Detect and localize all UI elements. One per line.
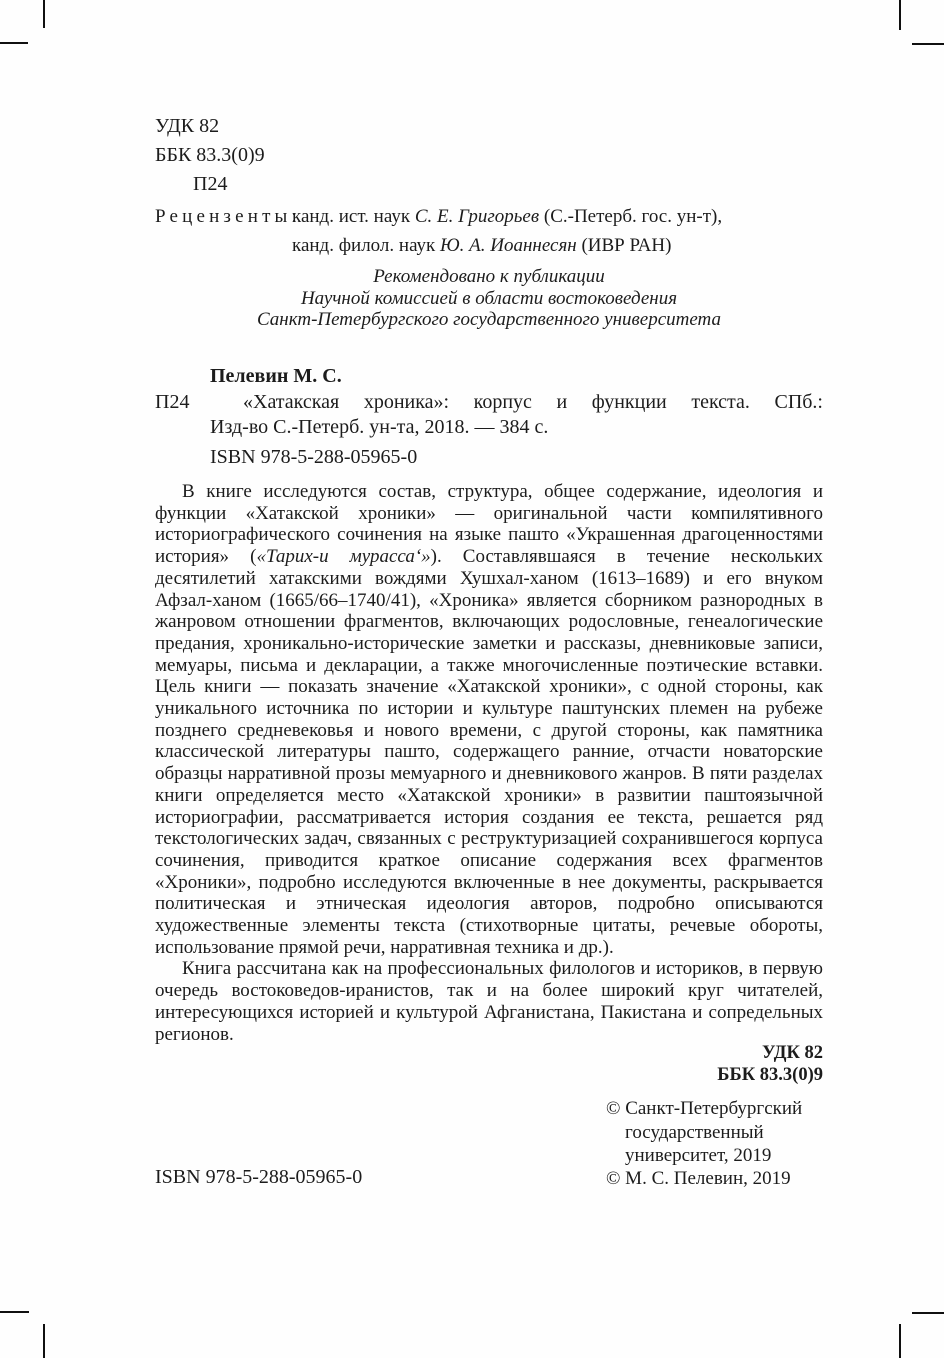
- crop-mark-top-right-horizontal: [912, 43, 944, 45]
- reviewer-degree: канд. филол. наук: [292, 234, 441, 256]
- crop-mark-top-left-vertical: [43, 0, 45, 28]
- copyright-university-line: [606, 1097, 802, 1121]
- reviewer-name: Ю. А. Иоаннесян: [440, 234, 577, 256]
- bbk-code: ББК 83.3(0)9: [155, 144, 265, 166]
- isbn-footer: ISBN 978-5-288-05965-0: [155, 1166, 363, 1188]
- catalog-author: Пелевин М. С.: [210, 365, 342, 387]
- catalog-entry: [155, 364, 823, 470]
- copyright-university: [606, 1097, 802, 1168]
- reviewer-degree: канд. ист. наук: [292, 206, 415, 227]
- crop-mark-bottom-left-vertical: [43, 1324, 45, 1358]
- annotation-block: [155, 481, 823, 1045]
- author-sign: П24: [193, 173, 228, 195]
- reviewer-line: [292, 203, 835, 232]
- crop-mark-top-right-vertical: [899, 0, 901, 30]
- copyright-university-line: государственный: [625, 1121, 764, 1143]
- work-title-transliteration: «Тарих-и мурасса‘»: [256, 546, 431, 568]
- footer-bbk-code: ББК 83.3(0)9: [717, 1064, 823, 1085]
- copyright-symbol: ©: [606, 1098, 621, 1119]
- annotation-text: ). Составлявшаяся в течение нескольких десятилетий хатакскими вождями Хушхал-ханом (1613–1689) и его внуком Афзал-ханом (1665/66–1740/41), «Хроника» является сборником разнородных в жанровом отношении фрагментов, включающих родословные, генеалогические предания, хроникально-исторические заметки и рассказы, дневниковые записи, мемуары, письма и декларации, а также многочисленные поэтические вставки. Цель книги — показать значение «Хатакской хроники», с одной стороны, как уникального источника по истории и культуре паштунских племен на рубеже позднего средневековья и нового времени, с другой стороны, как памятника классической литературы пашто, содержащего ранние, отчасти новаторские образцы нарративной прозы мемуарного и дневникового жанров. В пяти разделах книги определяется место «Хатакской хроники» в развитии паштоязычной историографии, рассматривается история создания ее текста, решается ряд текстологических задач, связанных с реструктуризацией сохранившегося корпуса сочинения, приводится краткое описание содержания всех фрагментов «Хроники», подробно исследуются включенные в нее документы, раскрывается политическая и этническая идеология авторов, подробно описываются художественные элементы текста (стихотворные цитаты, речевые обороты, использование прямой речи, нарративная техника и др.).: [155, 546, 823, 958]
- catalog-author-sign: П24: [155, 390, 190, 413]
- catalog-title-line: «Хатакская хроника»: корпус и функции текста. СПб.:: [243, 390, 823, 413]
- annotation-paragraph-1: [155, 481, 823, 958]
- recommendation-line: Научной комиссией в области востоковедения: [300, 287, 678, 309]
- reviewer-name: С. Е. Григорьев: [414, 206, 540, 227]
- crop-mark-top-left-horizontal: [0, 42, 28, 44]
- footer-udc-code: УДК 82: [762, 1043, 823, 1063]
- reviewers-block: [155, 203, 835, 260]
- reviewer-affiliation: (С.-Петерб. гос. ун-т),: [539, 206, 723, 227]
- footer-classification-codes: [155, 1043, 823, 1086]
- reviewers-lines: [292, 203, 835, 260]
- annotation-text: В книге исследуются состав, структура, общее содержание, идеология и функции «Хатакской хроники» — оригинальной части компилятивного историографического сочинения на языке пашто «Украшенная драгоценностями история» (: [155, 481, 823, 568]
- crop-mark-bottom-left-horizontal: [0, 1311, 29, 1313]
- catalog-imprint-line: Изд-во С.-Петерб. ун-та, 2018. — 384 с.: [210, 416, 549, 438]
- copyright-university-line: университет, 2019: [625, 1145, 772, 1166]
- reviewer-affiliation: (ИВР РАН): [576, 234, 672, 256]
- recommendation-line: Рекомендовано к публикации: [373, 266, 605, 287]
- annotation-paragraph-2: Книга рассчитана как на профессиональных филологов и историков, в первую очередь востоковедов-иранистов, так и на более широкий круг читателей, интересующихся историей и культурой Афганистана, Пакистана и сопредельных регионов.: [155, 958, 823, 1045]
- copyright-university-name: Санкт-Петербургский: [625, 1098, 803, 1119]
- catalog-isbn: ISBN 978-5-288-05965-0: [210, 445, 418, 468]
- recommendation-line: Санкт-Петербургского государственного университета: [256, 309, 721, 331]
- crop-mark-bottom-right-horizontal: [912, 1312, 944, 1314]
- classification-codes: [155, 112, 265, 199]
- crop-mark-bottom-right-vertical: [899, 1324, 901, 1358]
- copyright-author: © М. С. Пелевин, 2019: [606, 1168, 791, 1189]
- recommendation-block: [155, 266, 823, 331]
- catalog-description: [155, 390, 823, 441]
- udc-code: УДК 82: [155, 115, 220, 137]
- reviewers-label: Рецензенты:: [155, 206, 301, 227]
- reviewer-line: [292, 232, 835, 261]
